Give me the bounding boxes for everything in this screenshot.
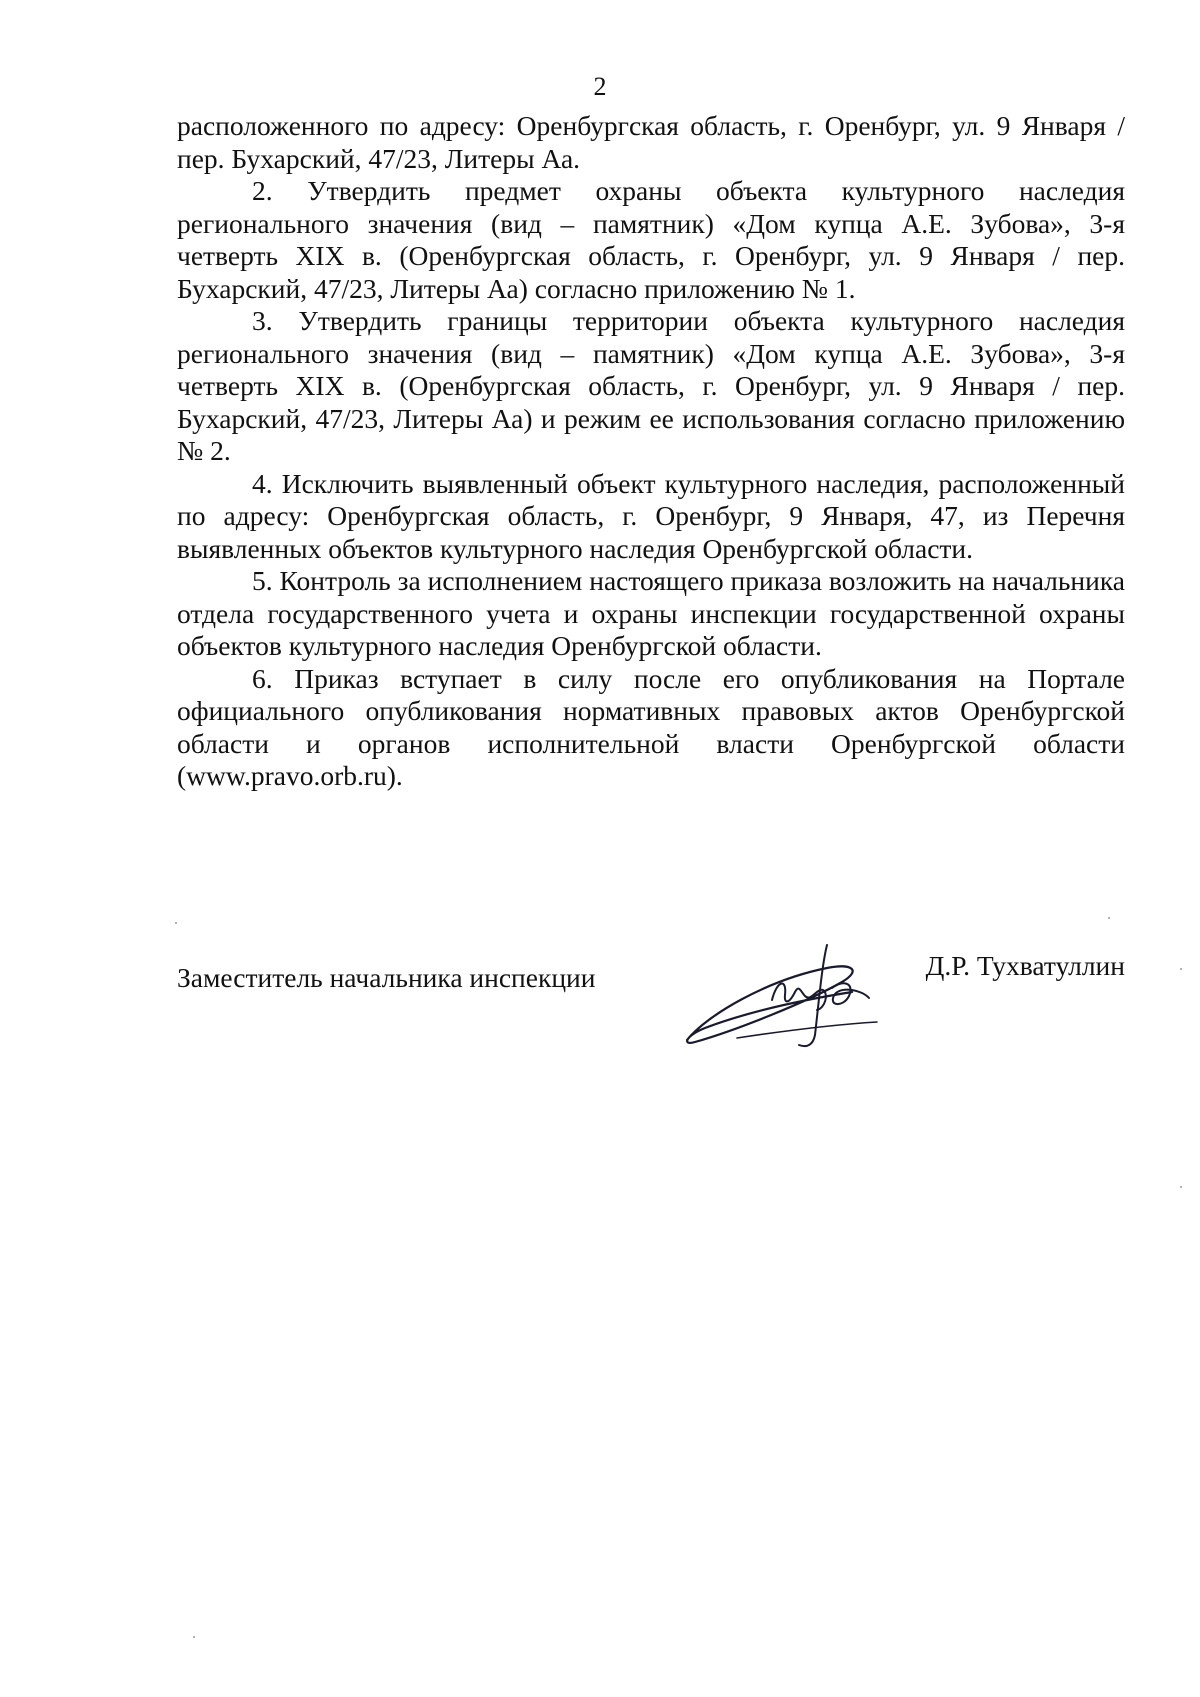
- scan-speck: [193, 1636, 195, 1638]
- signatory-position: Заместитель начальника инспекции: [177, 962, 596, 993]
- signatory-name: Д.Р. Тухватуллин: [925, 950, 1125, 981]
- scan-speck: [1180, 1186, 1182, 1188]
- document-body: [177, 110, 1125, 793]
- paragraph-item-6: 6. Приказ вступает в силу после его опубликования на Портале официального опубликования нормативных правовых актов Оренбургской области и органов исполнительной власти Оренбургской области (www.pravo.orb.ru).: [177, 662, 1125, 791]
- scan-speck: [1180, 968, 1182, 970]
- scan-speck: [175, 922, 177, 924]
- signature-block: [177, 950, 1125, 1070]
- paragraph-item-5: 5. Контроль за исполнением настоящего приказа возложить на начальника отдела государственного учета и охраны инспекции государственной охраны объектов культурного наследия Оренбургской области.: [177, 565, 1125, 661]
- handwritten-signature: [677, 940, 907, 1060]
- paragraph-continuation: расположенного по адресу: Оренбургская область, г. Оренбург, ул. 9 Января / пер. Бухарский, 47/23, Литеры Аа.: [177, 110, 1125, 174]
- paragraph-item-4: 4. Исключить выявленный объект культурного наследия, расположенный по адресу: Оренбургская область, г. Оренбург, 9 Января, 47, из Перечня выявленных объектов культурного наследия Оренбургской области.: [177, 467, 1125, 564]
- paragraph-item-2: 2. Утвердить предмет охраны объекта культурного наследия регионального значения (вид – памятник) «Дом купца А.Е. Зубова», 3-я четверть XIX в. (Оренбургская область, г. Оренбург, ул. 9 Января / пер. Бухарский, 47/23, Литеры Аа) согласно приложению № 1.: [177, 175, 1125, 304]
- scan-speck: [1108, 917, 1110, 919]
- paragraph-item-3: 3. Утвердить границы территории объекта культурного наследия регионального значения (вид – памятник) «Дом купца А.Е. Зубова», 3-я четверть XIX в. (Оренбургская область, г. Оренбург, ул. 9 Января / пер. Бухарский, 47/23, Литеры Аа) и режим ее использования согласно приложению № 2.: [177, 305, 1125, 466]
- page-number: 2: [593, 72, 607, 101]
